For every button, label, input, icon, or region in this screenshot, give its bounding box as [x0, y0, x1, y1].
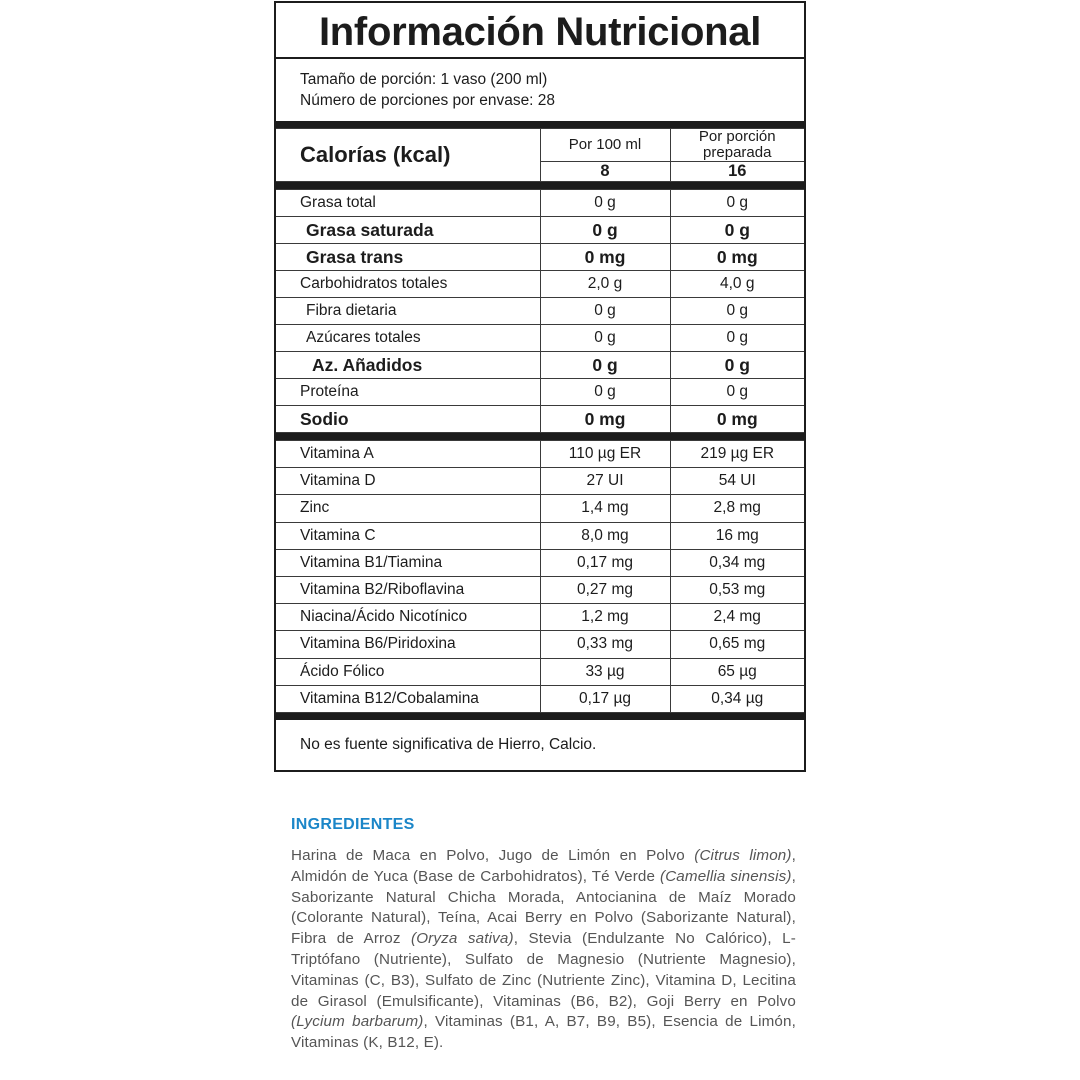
nutrient-name: Vitamina B2/Riboflavina: [276, 576, 540, 603]
value-per-serving: 0 g: [670, 217, 804, 244]
nutrient-name: Zinc: [276, 495, 540, 522]
value-per-serving: 0,34 mg: [670, 549, 804, 576]
value-per-100ml: 0,27 mg: [540, 576, 670, 603]
value-per-serving: 219 µg ER: [670, 441, 804, 468]
value-per-100ml: 0,17 mg: [540, 549, 670, 576]
ingredient-text: , Stevia (Endulzante No Calórico), L-Triptófano (Nutriente), Sulfato de Magnesio (Nutriente Magnesio), Vitaminas (C, B3), Sulfato de Zinc (Nutriente Zinc), Vitamina D, Lecitina de Girasol (Emulsificante), Vitaminas (B6, B2), Goji Berry en Polvo: [291, 930, 796, 1010]
ingredient-text: , Vitaminas (B1, A, B7, B9, B5), Esencia de Limón, Vitaminas (K, B12, E).: [291, 1013, 796, 1052]
nutrient-name: Vitamina D: [276, 468, 540, 495]
ingredients-heading: INGREDIENTES: [291, 816, 415, 833]
value-per-100ml: 1,2 mg: [540, 604, 670, 631]
value-per-100ml: 0 g: [540, 379, 670, 406]
value-per-serving: 0 mg: [670, 244, 804, 271]
table-row: [276, 406, 804, 433]
value-per-100ml: 33 µg: [540, 658, 670, 685]
value-per-100ml: 0 g: [540, 190, 670, 217]
value-per-100ml: 0 mg: [540, 244, 670, 271]
value-per-100ml: 0 g: [540, 325, 670, 352]
table-row: [276, 631, 804, 658]
value-per-100ml: 0,33 mg: [540, 631, 670, 658]
value-per-serving: 0 g: [670, 379, 804, 406]
ingredients-section: [291, 816, 796, 1054]
value-per-serving: 0 mg: [670, 406, 804, 433]
table-row: [276, 379, 804, 406]
col-header-per-serving: Por porción preparada: [670, 129, 804, 162]
nutrient-name: Azúcares totales: [276, 325, 540, 352]
value-per-serving: 0 g: [670, 325, 804, 352]
table-row: [276, 352, 804, 379]
vitamins-table: [276, 440, 804, 713]
table-row: [276, 441, 804, 468]
value-per-100ml: 0 mg: [540, 406, 670, 433]
value-per-serving: 0,53 mg: [670, 576, 804, 603]
ingredient-text: , Almidón de Yuca (Base de Carbohidratos), Té Verde: [291, 847, 796, 885]
table-row: [276, 495, 804, 522]
footnote: No es fuente significativa de Hierro, Calcio.: [300, 735, 597, 753]
col-header-per-100ml: Por 100 ml: [540, 129, 670, 162]
value-per-100ml: 0 g: [540, 217, 670, 244]
table-row: [276, 468, 804, 495]
table-row: [276, 190, 804, 217]
calories-table: [276, 128, 804, 182]
table-row: [276, 576, 804, 603]
nutrients-table: [276, 189, 804, 433]
value-per-serving: 2,8 mg: [670, 495, 804, 522]
ingredient-text: , Saborizante Natural Chicha Morada, Antocianina de Maíz Morado (Colorante Natural), Teína, Acai Berry en Polvo (Saborizante Natural), Fibra de Arroz: [291, 867, 797, 948]
divider-thick: [276, 121, 804, 128]
nutrient-name: Carbohidratos totales: [276, 271, 540, 298]
divider-thick: [276, 713, 804, 720]
table-row: [276, 658, 804, 685]
nutrient-name: Vitamina B1/Tiamina: [276, 549, 540, 576]
table-row: [276, 325, 804, 352]
nutrient-name: Grasa trans: [276, 244, 540, 271]
calories-per-100ml: 8: [540, 162, 670, 182]
nutrient-name: Grasa saturada: [276, 217, 540, 244]
table-row: [276, 604, 804, 631]
value-per-serving: 4,0 g: [670, 271, 804, 298]
scientific-name: (Citrus limon): [694, 847, 792, 864]
table-row: [276, 549, 804, 576]
table-row: [276, 244, 804, 271]
serving-size: Tamaño de porción: 1 vaso (200 ml): [300, 71, 548, 88]
nutrient-name: Vitamina A: [276, 441, 540, 468]
scientific-name: (Oryza sativa): [411, 930, 514, 948]
divider-thick: [276, 433, 804, 440]
nutrient-name: Grasa total: [276, 190, 540, 217]
table-row: [276, 298, 804, 325]
value-per-serving: 0,34 µg: [670, 685, 804, 712]
value-per-serving: 2,4 mg: [670, 604, 804, 631]
nutrient-name: Sodio: [276, 406, 540, 433]
calories-label: Calorías (kcal): [276, 129, 540, 182]
value-per-serving: 65 µg: [670, 658, 804, 685]
value-per-serving: 0,65 mg: [670, 631, 804, 658]
ingredients-text: [291, 846, 796, 1054]
value-per-100ml: 27 UI: [540, 468, 670, 495]
nutrient-name: Niacina/Ácido Nicotínico: [276, 604, 540, 631]
label-title: Información Nutricional: [276, 3, 804, 59]
value-per-serving: 0 g: [670, 190, 804, 217]
value-per-serving: 16 mg: [670, 522, 804, 549]
serving-info: [276, 59, 804, 121]
nutrient-name: Vitamina B6/Piridoxina: [276, 631, 540, 658]
nutrient-name: Vitamina C: [276, 522, 540, 549]
value-per-serving: 0 g: [670, 352, 804, 379]
nutrition-facts-label: [274, 1, 806, 772]
value-per-serving: 0 g: [670, 298, 804, 325]
table-row: [276, 271, 804, 298]
nutrient-name: Vitamina B12/Cobalamina: [276, 685, 540, 712]
table-row: [276, 522, 804, 549]
scientific-name: (Lycium barbarum): [291, 1013, 424, 1031]
value-per-100ml: 0 g: [540, 352, 670, 379]
nutrient-name: Ácido Fólico: [276, 658, 540, 685]
value-per-100ml: 1,4 mg: [540, 495, 670, 522]
calories-per-serving: 16: [670, 162, 804, 182]
value-per-100ml: 0 g: [540, 298, 670, 325]
value-per-100ml: 8,0 mg: [540, 522, 670, 549]
divider-thick: [276, 182, 804, 189]
nutrient-name: Fibra dietaria: [276, 298, 540, 325]
value-per-100ml: 2,0 g: [540, 271, 670, 298]
value-per-serving: 54 UI: [670, 468, 804, 495]
value-per-100ml: 110 µg ER: [540, 441, 670, 468]
nutrient-name: Az. Añadidos: [276, 352, 540, 379]
nutrient-name: Proteína: [276, 379, 540, 406]
scientific-name: (Camellia sinensis): [659, 867, 792, 885]
ingredient-text: Harina de Maca en Polvo, Jugo de Limón en Polvo: [291, 847, 695, 864]
servings-per-container: Número de porciones por envase: 28: [300, 92, 556, 109]
value-per-100ml: 0,17 µg: [540, 685, 670, 712]
table-row: [276, 685, 804, 712]
table-row: [276, 217, 804, 244]
